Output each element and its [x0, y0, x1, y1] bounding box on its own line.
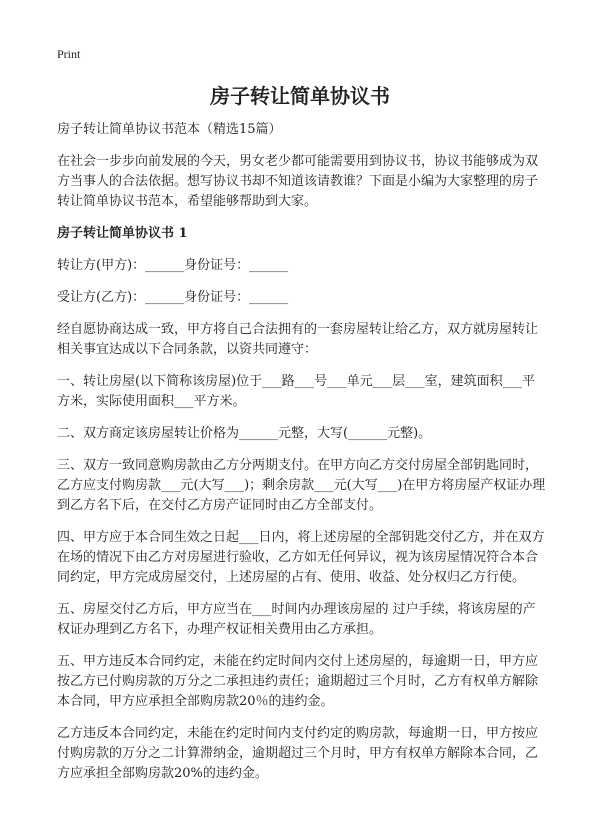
- intro-paragraph: 在社会一步步向前发展的今天，男女老少都可能需要用到协议书，协议书能够成为双方当事人的合法依据。想写协议书却不知道该请教谁？下面是小编为大家整理的房子转让简单协议书范本，希望能够帮助到大家。: [57, 154, 539, 209]
- clause-property: 一、转让房屋(以下简称该房屋)位于___路___号___单元___层___室，建筑面积___平方米，实际使用面积___平方米。: [57, 374, 536, 409]
- document-body: [57, 120, 547, 796]
- document-subtitle: 房子转让简单协议书范本（精选15篇）: [57, 122, 282, 137]
- transferee-line: 受让方(乙方)：______身份证号：______: [57, 290, 289, 305]
- agreement-preamble: 经自愿协商达成一致，甲方将自己合法拥有的一套房屋转让给乙方，双方就房屋转让相关事宜达成以下合同条款，以资共同遵守：: [57, 322, 539, 357]
- clause-payment: 三、双方一致同意购房款由乙方分两期支付。在甲方向乙方交付房屋全部钥匙同时，乙方应支付购房款___元(大写___)；剩余房款___元(大写___)在甲方将房屋产权证办理到乙方名下后，在交付乙方房产证同时由乙方全部支付。: [57, 458, 546, 513]
- page-title: 房子转让简单协议书: [210, 84, 390, 108]
- clause-handover: 四、甲方应于本合同生效之日起___日内，将上述房屋的全部钥匙交付乙方，并在双方在场的情况下由乙方对房屋进行验收，乙方如无任何异议，视为该房屋情况符合本合同约定，甲方完成房屋交付，上述房屋的占有、使用、收益、处分权归乙方行使。: [57, 530, 545, 585]
- clause-price: 二、双方商定该房屋转让价格为______元整，大写(______元整)。: [57, 426, 432, 441]
- clause-buyer-breach: 乙方违反本合同约定，未能在约定时间内支付约定的购房款，每逾期一日，甲方按应付购房款的万分之二计算滞纳金，逾期超过三个月时，甲方有权单方解除本合同，乙方应承担全部购房款20%的违约金。: [57, 726, 539, 781]
- clause-transfer-procedure: 五、房屋交付乙方后，甲方应当在___时间内办理该房屋的 过户手续，将该房屋的产权证办理到乙方名下，办理产权证相关费用由乙方承担。: [57, 602, 536, 637]
- print-link[interactable]: Print: [57, 47, 81, 61]
- clause-seller-breach: 五、甲方违反本合同约定，未能在约定时间内交付上述房屋的，每逾期一日，甲方应按乙方已付购房款的万分之二承担违约责任；逾期超过三个月时，乙方有权单方解除本合同，甲方应承担全部购房款20％的违约金。: [57, 654, 539, 709]
- transferor-line: 转让方(甲方)：______身份证号：______: [57, 258, 289, 273]
- section-heading: 房子转让简单协议书 1: [57, 226, 188, 241]
